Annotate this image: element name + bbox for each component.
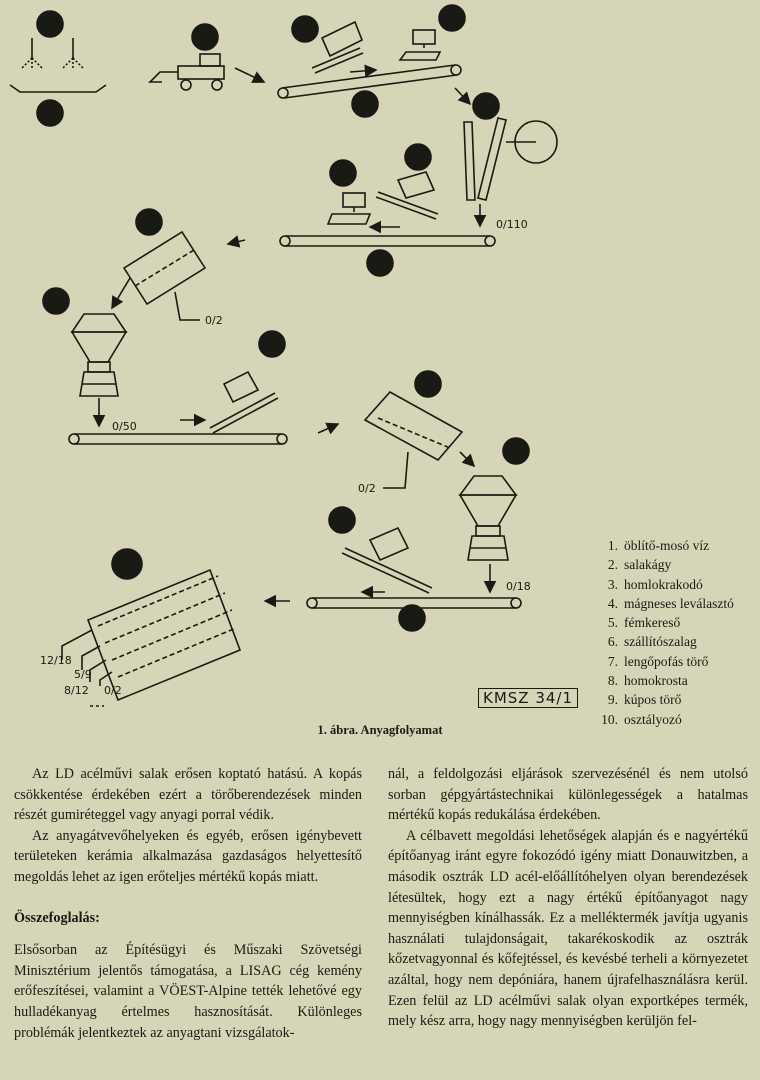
num-marker: [37, 11, 63, 37]
num-marker: [415, 371, 441, 397]
num-marker: [259, 331, 285, 357]
legend-item: 10. osztályozó: [601, 711, 682, 727]
num-label: 5: [446, 9, 458, 29]
legend-item: 1. öblítő-mosó víz: [607, 538, 710, 553]
size-label: 5/9: [74, 668, 92, 681]
num-label: 5: [337, 164, 349, 184]
conveyor-belt: [69, 434, 287, 444]
num-label: 2: [44, 104, 56, 124]
num-label: 10: [116, 555, 138, 575]
size-label: 0/110: [496, 218, 528, 231]
num-marker: [112, 549, 142, 579]
paragraph: A célbavett megoldási lehetőségek alapján és e nagyértékű építőanyag iránt egyre fokozódó igény miatt Donauwitzben, a második osztrák LD acél-előállítóhelyen olyan berendezések létesültek, hogy ezt a nagy értékű építőanyagot nagy mennyiségben kínálhassák. Ez a melléktermék javítja ugyanis használati tulajdonságait, takarékoskodik az osztrák kőzetvagyonnal és kőfejtéssel, és kevésbé terheli a környezetet azáltal, hogy nem depóniára, hanem újrafelhasználásra kerül. Ezen felül az LD acélművi salak olyan exportképes termék, mely kész arra, hogy nagy mennyiségben kerüljön fel-: [388, 827, 748, 1030]
num-marker: [292, 16, 318, 42]
num-marker: [367, 250, 393, 276]
num-label: 6: [359, 95, 371, 115]
num-label: 7: [480, 97, 492, 117]
legend-item: 4. mágneses leválasztó: [607, 595, 734, 611]
jaw-crusher: [464, 118, 557, 200]
text-column-left: [14, 764, 362, 1043]
text-column-right: [388, 764, 748, 1032]
slag-bed: [10, 85, 106, 92]
sand-screen: [124, 232, 205, 304]
paragraph: Elsősorban az Építésügyi és Műszaki Szövetségi Minisztérium jelentős támogatása, a LISAG cég kemény erőfeszítései, valamint a VÖEST-Alpine tették lehetővé egy hulladékanyag értelmes hasznosítását. Különleges problémák jelentkeztek az anyagtani vizsgálatok-: [14, 942, 362, 1041]
num-marker: [37, 100, 63, 126]
legend: [598, 536, 734, 729]
num-label: 6: [406, 609, 418, 629]
num-marker: [473, 93, 499, 119]
num-marker: [329, 507, 355, 533]
num-label: 1: [44, 15, 56, 35]
figure-caption: 1. ábra. Anyagfolyamat: [317, 723, 443, 737]
num-label: 4: [299, 20, 311, 40]
magnetic-separator: [322, 22, 362, 56]
size-label: 0/18: [506, 580, 531, 593]
cone-crusher: [460, 476, 516, 560]
spray-nozzles: [22, 38, 83, 70]
legend-item: 9. kúpos törő: [607, 692, 682, 708]
paragraph: Az anyagátvevőhelyeken és egyéb, erősen igénybevett területeken kerámia alkalmazása gazdaságos helyettesítő megoldás lehet az igen erőteljes mértékű kopás miatt.: [14, 827, 362, 885]
size-label: 0/50: [112, 420, 137, 433]
num-marker: [43, 288, 69, 314]
size-label: 0/2: [104, 684, 122, 697]
sand-screen: [365, 392, 462, 460]
legend-item: 8. homokrosta: [607, 673, 688, 689]
num-label: 4: [266, 335, 278, 355]
magnetic-separator: [224, 372, 258, 402]
num-marker: [503, 438, 529, 464]
num-label: 8: [143, 213, 155, 233]
magnetic-separator: [370, 528, 408, 560]
size-label: 0/2: [358, 482, 376, 495]
size-label: 8/12: [64, 684, 89, 697]
num-label: 4: [336, 511, 348, 531]
legend-item: 3. homlokrakodó: [607, 576, 703, 592]
num-label: 3: [199, 28, 211, 48]
num-label: 4: [412, 148, 424, 168]
num-marker: [439, 5, 465, 31]
size-labels: [40, 218, 531, 697]
conveyor-belt: [280, 236, 495, 246]
num-label: 6: [374, 254, 386, 274]
legend-item: 6. szállítószalag: [607, 634, 697, 650]
size-label: 0/2: [205, 314, 223, 327]
num-marker: [399, 605, 425, 631]
num-label: 9: [50, 292, 62, 312]
metal-detector: [328, 193, 370, 224]
legend-item: 2. salakágy: [607, 557, 672, 573]
metal-detector: [400, 30, 440, 60]
num-label: 9: [510, 442, 522, 462]
num-marker: [352, 91, 378, 117]
num-marker: [136, 209, 162, 235]
legend-item: 5. fémkereső: [607, 615, 681, 631]
cone-crusher: [72, 314, 126, 396]
num-marker: [192, 24, 218, 50]
legend-item: 7. lengőpofás törő: [607, 653, 709, 669]
front-loader: [150, 54, 224, 90]
paragraph: nál, a feldolgozási eljárások szervezésénél és nem utolsó sorban gépgyártástechnikai különlegességek a hatalmas mértékű kopás redukálása érdekében.: [388, 766, 748, 824]
section-heading: Összefoglalás:: [14, 909, 100, 926]
paragraph: Az LD acélművi salak erősen koptató hatású. A kopás csökkentése érdekében ezért a törőberendezések minden részét gumiréteggel vagy anyagi porral védik.: [14, 766, 362, 824]
equipment-numbers: [37, 5, 529, 631]
num-marker: [405, 144, 431, 170]
num-label: 8: [422, 375, 434, 395]
num-marker: [330, 160, 356, 186]
size-label: 12/18: [40, 654, 72, 667]
reference-stamp: KMSZ 34/1: [478, 688, 578, 708]
magnetic-separator: [398, 172, 434, 198]
